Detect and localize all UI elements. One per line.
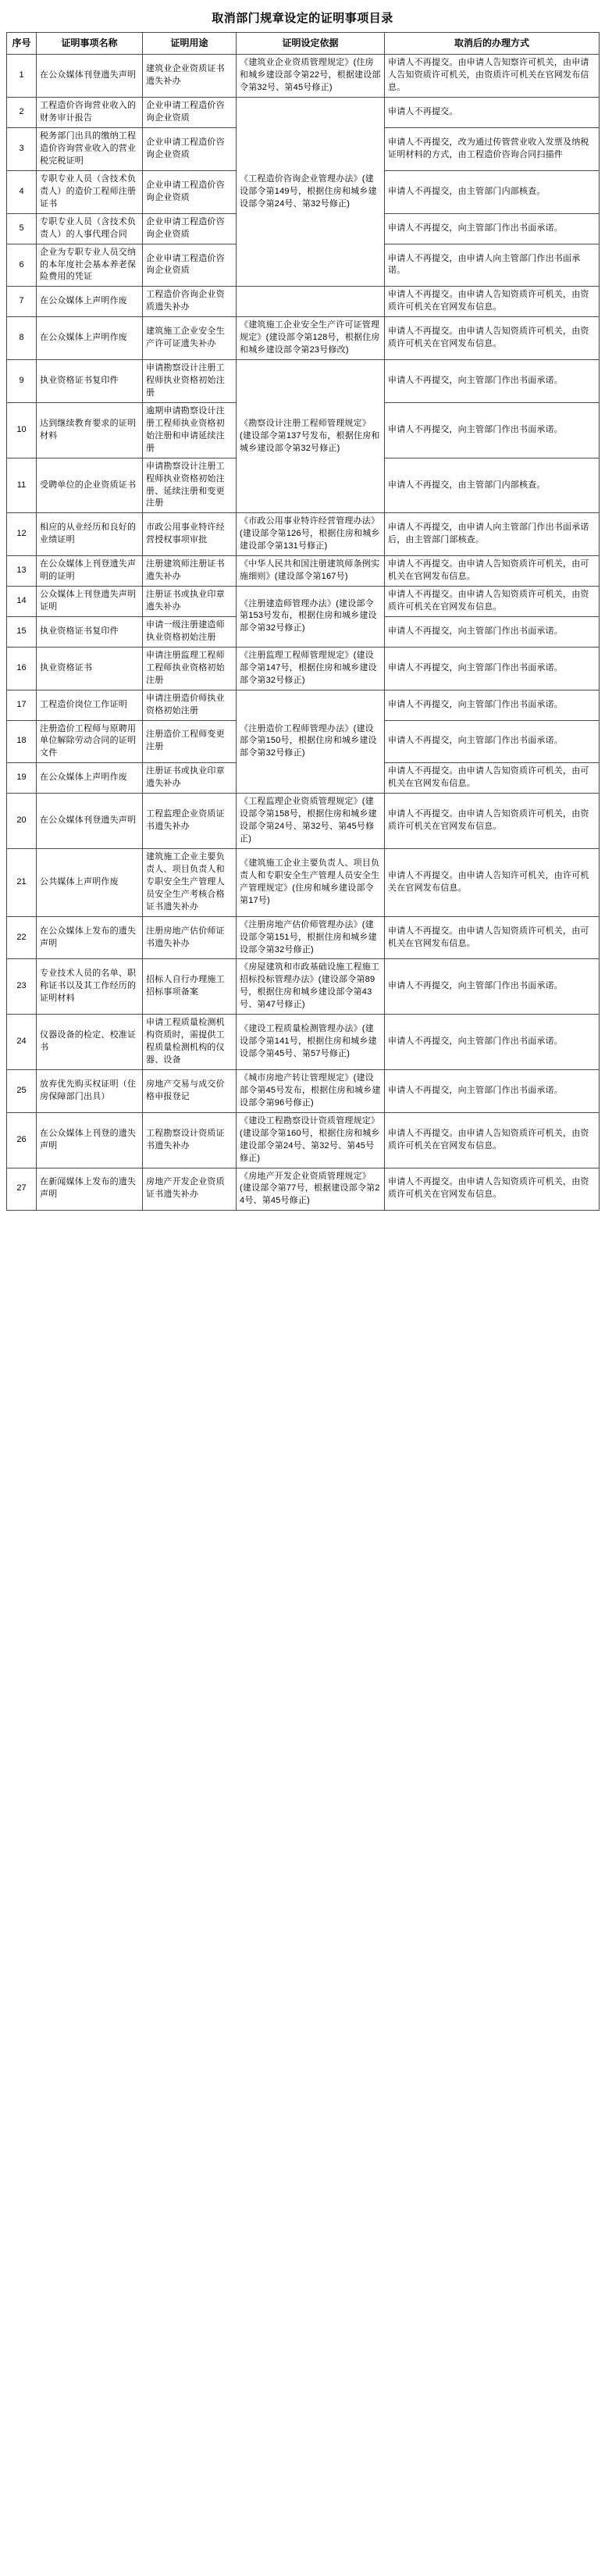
- column-header-item-name: 证明事项名称: [37, 33, 143, 55]
- row-purpose: 企业申请工程造价咨询企业资质: [143, 213, 237, 244]
- row-basis: 《市政公用事业特许经营管理办法》(建设部令第126号，根据住房和城乡建设部令第131号修正): [237, 513, 385, 556]
- row-item-name: 专职专业人员（含技术负责人）的造价工程师注册证书: [37, 170, 143, 213]
- row-item-name: 在公众媒体上刊登的遗失声明: [37, 1112, 143, 1168]
- row-item-name: 工程造价咨询营业收入的财务审计报告: [37, 98, 143, 128]
- table-row: [7, 916, 600, 959]
- row-after: 申请人不再提交，向主管部门作出书面承诺。: [385, 959, 600, 1015]
- certification-catalog-table: [6, 32, 600, 1211]
- row-no: 9: [7, 360, 37, 403]
- row-after: 申请人不再提交，由主管部门内部核查。: [385, 458, 600, 513]
- row-basis: 《工程造价咨询企业管理办法》(建设部令第149号，根据住房和城乡建设部令第24号、第32号修正): [237, 98, 385, 287]
- row-no: 19: [7, 763, 37, 794]
- row-item-name: 公众媒体上刊登遗失声明证明: [37, 587, 143, 617]
- column-header-no: 序号: [7, 33, 37, 55]
- row-after: 申请人不再提交。由申请人告知资质许可机关，由资质许可机关在官网发布信息。: [385, 587, 600, 617]
- row-purpose: 建筑业企业资质证书遗失补办: [143, 55, 237, 98]
- row-no: 16: [7, 647, 37, 690]
- row-purpose: 注册证书或执业印章遗失补办: [143, 763, 237, 794]
- row-item-name: 专业技术人员的名单、职称证书以及其工作经历的证明材料: [37, 959, 143, 1015]
- row-basis: 《房屋建筑和市政基础设施工程施工招标投标管理办法》(建设部令第89号，根据住房和城乡建设部令第43号、第47号修正): [237, 959, 385, 1015]
- row-basis: 《建筑施工企业安全生产许可证管理规定》(建设部令第128号，根据住房和城乡建设部令第23号修改): [237, 317, 385, 360]
- row-no: 27: [7, 1168, 37, 1211]
- page-title: 取消部门规章设定的证明事项目录: [212, 12, 393, 25]
- row-after: 申请人不再提交。由申请人告知资质许可机关，由资质许可机关在官网发布信息。: [385, 1112, 600, 1168]
- row-purpose: 申请勘察设计注册工程师执业资格初始注册: [143, 360, 237, 403]
- table-row: [7, 98, 600, 128]
- row-purpose: 建筑施工企业主要负责人、项目负责人和专职安全生产管理人员安全生产考核合格证书遗失补办: [143, 848, 237, 916]
- row-basis: 《建设工程质量检测管理办法》(建设部令第141号，根据住房和城乡建设部令第45号、第57号修正): [237, 1015, 385, 1070]
- column-header-purpose: 证明用途: [143, 33, 237, 55]
- table-row: [7, 690, 600, 720]
- row-purpose: 申请工程质量检测机构资质时，需提供工程质量检测机构的仪器、设备: [143, 1015, 237, 1070]
- row-purpose: 申请注册造价师执业资格初始注册: [143, 690, 237, 720]
- row-item-name: 公共媒体上声明作废: [37, 848, 143, 916]
- row-after: 申请人不再提交。由申请人告知资质许可机关，由可机关在官网发布信息。: [385, 556, 600, 587]
- row-no: 5: [7, 213, 37, 244]
- row-after: 申请人不再提交。由申请人告知许可机关，由许可机关在官网发布信息。: [385, 848, 600, 916]
- row-purpose: 注册建筑师注册证书遗失补办: [143, 556, 237, 587]
- row-purpose: 招标人自行办理施工招标事项备案: [143, 959, 237, 1015]
- row-after: 申请人不再提交。: [385, 98, 600, 128]
- document-page: [0, 0, 605, 1218]
- row-purpose: 注册证书或执业印章遗失补办: [143, 587, 237, 617]
- row-no: 4: [7, 170, 37, 213]
- table-row: [7, 556, 600, 587]
- row-no: 10: [7, 402, 37, 458]
- row-after: 申请人不再提交，向主管部门作出书面承诺。: [385, 1069, 600, 1112]
- row-basis: 《工程监理企业资质管理规定》(建设部令第158号，根据住房和城乡建设部令第24号、第32号、第45号修正): [237, 794, 385, 849]
- row-after: 申请人不再提交。由申请人告知资质许可机关，由资质许可机关在官网发布信息。: [385, 287, 600, 317]
- row-no: 23: [7, 959, 37, 1015]
- row-no: 13: [7, 556, 37, 587]
- row-purpose: 工程监理企业资质证书遗失补办: [143, 794, 237, 849]
- row-item-name: 专职专业人员（含技术负责人）的人事代理合同: [37, 213, 143, 244]
- row-after: 申请人不再提交，向主管部门作出书面承诺。: [385, 1015, 600, 1070]
- table-row: [7, 1112, 600, 1168]
- table-row: [7, 513, 600, 556]
- row-after: 申请人不再提交，改为通过传管营业收入发票及纳税证明材料的方式，由工程造价咨询合同扫描件: [385, 128, 600, 171]
- row-basis: [237, 287, 385, 317]
- table-body: [7, 55, 600, 1211]
- row-basis: 《房地产开发企业资质管理规定》(建设部令第77号，根据建设部令第24号、第45号修正): [237, 1168, 385, 1211]
- row-after: 申请人不再提交。由申请人告知资质许可机关，由资质许可机关在官网发布信息。: [385, 317, 600, 360]
- row-item-name: 仪器设备的检定、校准证书: [37, 1015, 143, 1070]
- table-row: [7, 1168, 600, 1211]
- row-no: 25: [7, 1069, 37, 1112]
- row-item-name: 在公众媒体上声明作废: [37, 317, 143, 360]
- row-after: 申请人不再提交。由申请人告知资质许可机关，由资质许可机关在官网发布信息。: [385, 1168, 600, 1211]
- row-basis: 《勘察设计注册工程师管理规定》(建设部令第137号发布，根据住房和城乡建设部令第32号修正): [237, 360, 385, 513]
- row-item-name: 在新闻媒体上发布的遗失声明: [37, 1168, 143, 1211]
- row-item-name: 执业资格证书: [37, 647, 143, 690]
- row-after: 申请人不再提交，由申请人向主管部门作出书面承诺。: [385, 244, 600, 287]
- row-no: 15: [7, 616, 37, 647]
- row-no: 11: [7, 458, 37, 513]
- row-item-name: 税务部门出具的缴纳工程造价咨询营业收入的营业税完税证明: [37, 128, 143, 171]
- row-basis: 《中华人民共和国注册建筑师条例实施细则》(建设部令第167号): [237, 556, 385, 587]
- row-after: 申请人不再提交。由申请人告知资质许可机关，由可机关在官网发布信息。: [385, 763, 600, 794]
- row-basis: 《建筑施工企业主要负责人、项目负责人和专职安全生产管理人员安全生产管理规定》(住房和城乡建设部令第17号): [237, 848, 385, 916]
- column-header-after: 取消后的办理方式: [385, 33, 600, 55]
- row-item-name: 执业资格证书复印件: [37, 616, 143, 647]
- table-row: [7, 55, 600, 98]
- row-basis: 《建筑业企业资质管理规定》(住房和城乡建设部令第22号，根据建设部令第32号、第45号修正): [237, 55, 385, 98]
- row-after: 申请人不再提交，向主管部门作出书面承诺。: [385, 402, 600, 458]
- table-row: [7, 587, 600, 617]
- row-purpose: 房地产开发企业资质证书遗失补办: [143, 1168, 237, 1211]
- row-no: 18: [7, 720, 37, 763]
- row-no: 21: [7, 848, 37, 916]
- row-item-name: 受聘单位的企业资质证书: [37, 458, 143, 513]
- table-row: [7, 959, 600, 1015]
- row-item-name: 在公众媒体刊登遗失声明: [37, 55, 143, 98]
- table-row: [7, 1015, 600, 1070]
- row-after: 申请人不再提交，向主管部门作出书面承诺。: [385, 647, 600, 690]
- row-basis: 《建设工程勘察设计资质管理规定》(建设部令第160号，根据住房和城乡建设部令第24号、第32号、第45号修正): [237, 1112, 385, 1168]
- row-basis: 《注册房地产估价师管理办法》(建设部令第151号，根据住房和城乡建设部令第32号修正): [237, 916, 385, 959]
- row-item-name: 相应的从业经历和良好的业绩证明: [37, 513, 143, 556]
- row-basis: 《注册建造师管理办法》(建设部令第153号发布，根据住房和城乡建设部令第32号修正): [237, 587, 385, 648]
- row-item-name: 在公众媒体上声明作废: [37, 287, 143, 317]
- row-after: 申请人不再提交，由主管部门内部核查。: [385, 170, 600, 213]
- table-row: [7, 848, 600, 916]
- row-after: 申请人不再提交，向主管部门作出书面承诺。: [385, 690, 600, 720]
- row-purpose: 企业申请工程造价咨询企业资质: [143, 98, 237, 128]
- row-item-name: 达到继续教育要求的证明材料: [37, 402, 143, 458]
- row-item-name: 在公众媒体上发布的遗失声明: [37, 916, 143, 959]
- row-after: 申请人不再提交，向主管部门作出书面承诺。: [385, 616, 600, 647]
- row-after: 申请人不再提交。由申请人告知资质许可机关，由可机关在官网发布信息。: [385, 916, 600, 959]
- row-no: 22: [7, 916, 37, 959]
- row-item-name: 工程造价岗位工作证明: [37, 690, 143, 720]
- row-after: 申请人不再提交，向主管部门作出书面承诺。: [385, 360, 600, 403]
- row-item-name: 企业为专职专业人员交纳的本年度社会基本养老保险费用的凭证: [37, 244, 143, 287]
- row-purpose: 工程造价咨询企业资质遗失补办: [143, 287, 237, 317]
- row-purpose: 房地产交易与成交价格申报登记: [143, 1069, 237, 1112]
- row-basis: 《城市房地产转让管理规定》(建设部令第45号发布，根据住房和城乡建设部令第96号修正): [237, 1069, 385, 1112]
- table-row: [7, 794, 600, 849]
- row-purpose: 工程勘察设计资质证书遗失补办: [143, 1112, 237, 1168]
- table-header-row: [7, 33, 600, 55]
- row-item-name: 在公众媒体刊登遗失声明: [37, 794, 143, 849]
- row-purpose: 注册造价工程师变更注册: [143, 720, 237, 763]
- table-row: [7, 647, 600, 690]
- row-no: 8: [7, 317, 37, 360]
- row-purpose: 申请一级注册建造师执业资格初始注册: [143, 616, 237, 647]
- row-after: 申请人不再提交，由申请人向主管部门作出书面承诺后，由主管部门部核查。: [385, 513, 600, 556]
- row-purpose: 申请勘察设计注册工程师执业资格初始注册、延续注册和变更注册: [143, 458, 237, 513]
- table-row: [7, 360, 600, 403]
- row-after: 申请人不再提交，向主管部门作出书面承诺。: [385, 720, 600, 763]
- row-purpose: 建筑施工企业安全生产许可证遗失补办: [143, 317, 237, 360]
- row-no: 17: [7, 690, 37, 720]
- row-no: 7: [7, 287, 37, 317]
- row-item-name: 执业资格证书复印件: [37, 360, 143, 403]
- row-after: 申请人不再提交。由申请人告知察许可机关，由申请人告知资质许可机关，由资质许可机关在官网发布信息。: [385, 55, 600, 98]
- row-purpose: 企业申请工程造价咨询企业资质: [143, 244, 237, 287]
- row-no: 26: [7, 1112, 37, 1168]
- row-purpose: 申请注册监理工程师工程师执业资格初始注册: [143, 647, 237, 690]
- row-purpose: 注册房地产估价师证书遗失补办: [143, 916, 237, 959]
- row-no: 1: [7, 55, 37, 98]
- row-no: 2: [7, 98, 37, 128]
- row-purpose: 企业申请工程造价咨询企业资质: [143, 128, 237, 171]
- row-no: 3: [7, 128, 37, 171]
- row-purpose: 市政公用事业特许经营授权事项审批: [143, 513, 237, 556]
- row-after: 申请人不再提交。由申请人告知资质许可机关，由资质许可机关在官网发布信息。: [385, 794, 600, 849]
- row-item-name: 注册造价工程师与原聘用单位解除劳动合同的证明文件: [37, 720, 143, 763]
- column-header-basis: 证明设定依据: [237, 33, 385, 55]
- row-no: 24: [7, 1015, 37, 1070]
- row-no: 14: [7, 587, 37, 617]
- table-row: [7, 1069, 600, 1112]
- table-row: [7, 317, 600, 360]
- row-purpose: 企业申请工程造价咨询企业资质: [143, 170, 237, 213]
- row-no: 20: [7, 794, 37, 849]
- row-basis: 《注册监理工程师管理规定》(建设部令第147号，根据住房和城乡建设部令第32号修正): [237, 647, 385, 690]
- row-after: 申请人不再提交，向主管部门作出书面承诺。: [385, 213, 600, 244]
- row-purpose: 逾期申请勘察设计注册工程师执业资格初始注册和申请延续注册: [143, 402, 237, 458]
- row-item-name: 在公众媒体上刊登遗失声明的证明: [37, 556, 143, 587]
- row-item-name: 放弃优先购买权证明（住房保障部门出具）: [37, 1069, 143, 1112]
- row-no: 6: [7, 244, 37, 287]
- row-basis: 《注册造价工程师管理办法》(建设部令第150号，根据住房和城乡建设部令第32号修正): [237, 690, 385, 794]
- table-row: [7, 287, 600, 317]
- row-no: 12: [7, 513, 37, 556]
- row-item-name: 在公众媒体上声明作废: [37, 763, 143, 794]
